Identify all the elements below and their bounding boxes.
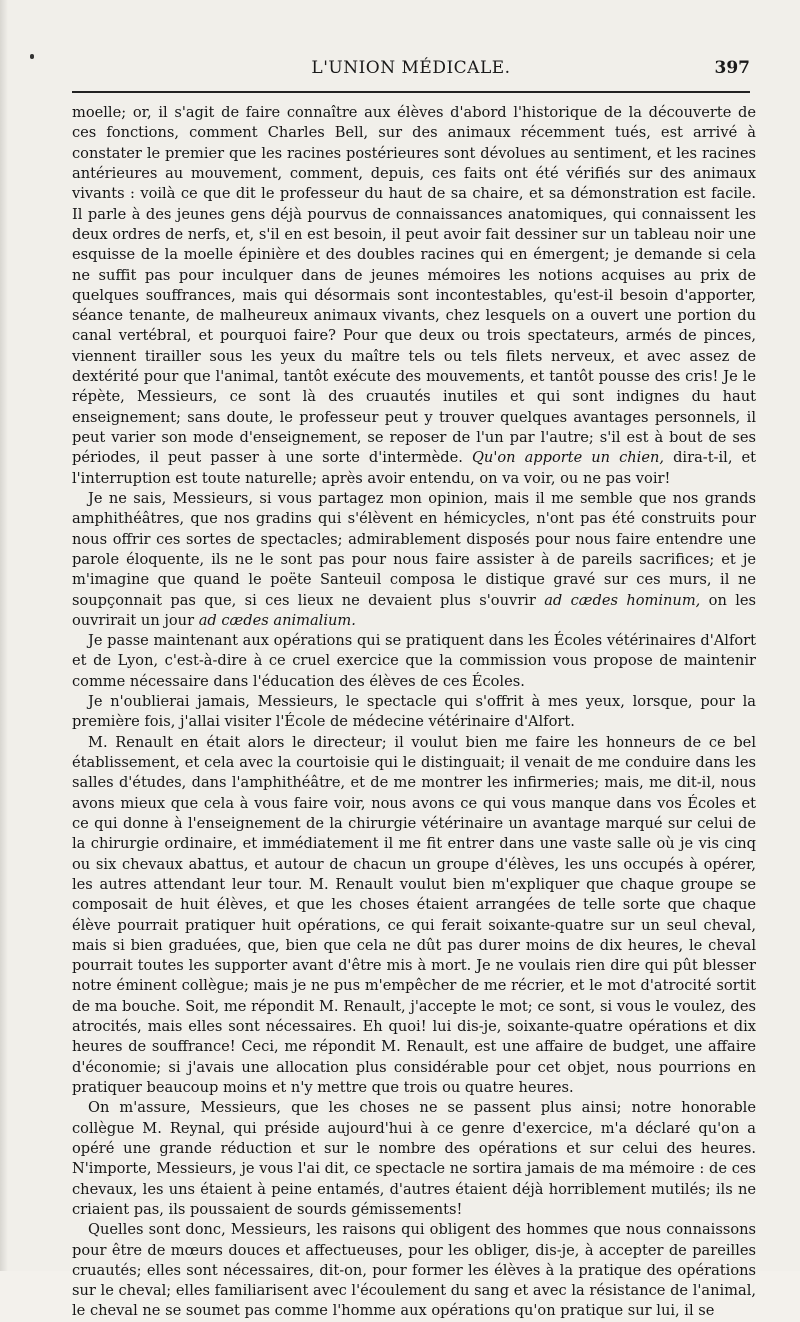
paragraph-text: Je passe maintenant aux opérations qui se pratiquent dans les Écoles vétérinaires d'Alfort et de Lyon, c'est-à-dire à ce cruel exercice que la commission vous propose de maintenir comme nécessaire dans l'éducation des élèves de ces Écoles.: [72, 632, 756, 690]
italic-phrase: ad cædes hominum,: [544, 591, 701, 609]
paragraph: [72, 692, 756, 733]
italic-phrase: ad cædes animalium.: [198, 611, 356, 629]
paragraph-text: dira-t-il, et l'interruption est toute naturelle; après avoir entendu, on va voir, ou ne pas voir!: [72, 449, 757, 487]
paragraph-text: Je n'oublierai jamais, Messieurs, le spectacle qui s'offrit à mes yeux, lorsque, pour la première fois, j'allai visiter l'École de médecine vétérinaire d'Alfort.: [72, 693, 756, 731]
paragraph-text: Quelles sont donc, Messieurs, les raisons qui obligent des hommes que nous connaissons pour être de mœurs douces et affectueuses, pour les obliger, dis-je, à accepter de pareilles cruautés; elles sont nécessaires, dit-on, pour former les élèves à la pratique des opérations sur le cheval; elles familiarisent avec l'écoulement du sang et avec la résistance de l'animal, le cheval ne se soumet pas comme l'homme aux opérations qu'on pratique sur lui, il se: [72, 1221, 756, 1320]
running-header: [72, 58, 750, 88]
paragraph-text: M. Renault en était alors le directeur; il voulut bien me faire les honneurs de ce bel établissement, et cela avec la courtoisie qui le distinguait; il venait de me conduire dans les salles d'études, dans l'amphithéâtre, et de me montrer les infirmeries; mais, me dit-il, nous avons mieux que cela à vous faire voir, nous avons ce qui vous manque dans vos Écoles et ce qui donne à l'enseignement de la chirurgie vétérinaire un avantage marqué sur celui de la chirurgie ordinaire, et immédiatement il me fit entrer dans une vaste salle où je vis cinq ou six chevaux abattus, et autour de chacun un groupe d'élèves, les uns occupés à opérer, les autres attendant leur tour. M. Renault voulut bien m'expliquer que chaque groupe se composait de huit élèves, et que les choses étaient arrangées de telle sorte que chaque élève pourrait pratiquer huit opérations, ce qui ferait soixante-quatre sur un seul cheval, mais si bien graduées, que, bien que cela ne dût pas durer moins de dix heures, le cheval pourrait toutes les supporter avant d'être mis à mort. Je ne voulais rien dire qui pût blesser notre éminent collègue; mais je ne pus m'empêcher de me récrier, et le mot d'atrocité sortit de ma bouche. Soit, me répondit M. Renault, j'accepte le mot; ce sont, si vous le voulez, des atrocités, mais elles sont nécessaires. Eh quoi! lui dis-je, soixante-quatre opérations et dix heures de souffrance! Ceci, me répondit M. Renault, est une affaire de budget, une affaire d'économie; si j'avais une allocation plus considérable pour cet objet, nous pourrions en pratiquer beaucoup moins et n'y mettre que trois ou quatre heures.: [72, 733, 756, 1096]
paragraph: [72, 631, 756, 692]
italic-phrase: Qu'on apporte un chien,: [471, 449, 665, 467]
paragraph-text: Je ne sais, Messieurs, si vous partagez mon opinion, mais il me semble que nos grands amphithéâtres, que nos gradins qui s'élèvent en hémicycles, n'ont pas été construits pour nous offrir ces sortes de spectacles; admirablement disposés pour nous faire entendre une parole éloquente, ils ne le sont pas pour nous faire assister à de pareils sacrifices; et je m'imagine que quand le poëte Santeuil composa le distique gravé sur ces murs, il ne soupçonnait pas que, si ces lieux ne devaient plus s'ouvrir: [72, 489, 756, 609]
body-text: [72, 103, 756, 1322]
header-rule: [72, 91, 750, 93]
paragraph: [72, 489, 756, 631]
paragraph-text: moelle; or, il s'agit de faire connaître aux élèves d'abord l'historique de la découverte de ces fonctions, comment Charles Bell, sur des animaux récemment tués, est arrivé à constater le premier que les racines postérieures sont dévolues au sentiment, et les racines antérieures au mouvement, comment, depuis, ces faits ont été vérifiés sur des animaux vivants : voilà ce que dit le professeur du haut de sa chaire, et sa démonstration est facile. Il parle à des jeunes gens déjà pourvus de connaissances anatomiques, qui connaissent les deux ordres de nerfs, et, s'il en est besoin, il peut avoir fait dessiner sur un tableau noir une esquisse de la moelle épinière et des doubles racines qui en émergent; je demande si cela ne suffit pas pour inculquer dans de jeunes mémoires les notions acquises au prix de quelques souffrances, mais qui désormais sont incontestables, qu'est-il besoin d'apporter, séance tenante, de malheureux animaux vivants, chez lesquels on a ouvert une portion du canal vertébral, et pourquoi faire? Pour que deux ou trois spectateurs, armés de pinces, viennent tirailler sous les yeux du maître tels ou tels filets nerveux, et avec assez de dextérité pour que l'animal, tantôt exécute des mouvements, et tantôt pousse des cris! Je le répète, Messieurs, ce sont là des cruautés inutiles et qui sont indignes du haut enseignement; sans doute, le professeur peut y trouver quelques avantages personnels, il peut varier son mode d'enseignement, se reposer de l'un par l'autre; s'il est à bout de ses périodes, il peut passer à une sorte d'intermède.: [72, 104, 756, 467]
paragraph: [72, 733, 756, 1099]
paragraph: [72, 1098, 756, 1220]
paragraph: [72, 103, 756, 489]
ink-speck: [30, 54, 34, 59]
journal-title: L'UNION MÉDICALE.: [311, 58, 511, 78]
page-number: 397: [714, 58, 750, 78]
paragraph-text: On m'assure, Messieurs, que les choses ne se passent plus ainsi; notre honorable collègue M. Reynal, qui préside aujourd'hui à ce genre d'exercice, m'a déclaré qu'on a opéré une grande réduction et sur le nombre des opérations et sur celui des heures. N'importe, Messieurs, je vous l'ai dit, ce spectacle ne sortira jamais de ma mémoire : de ces chevaux, les uns étaient à peine entamés, d'autres étaient déjà horriblement mutilés; ils ne criaient pas, ils poussaient de sourds gémissements!: [72, 1099, 756, 1218]
paragraph-text: on les ouvrirait un jour: [72, 591, 757, 629]
